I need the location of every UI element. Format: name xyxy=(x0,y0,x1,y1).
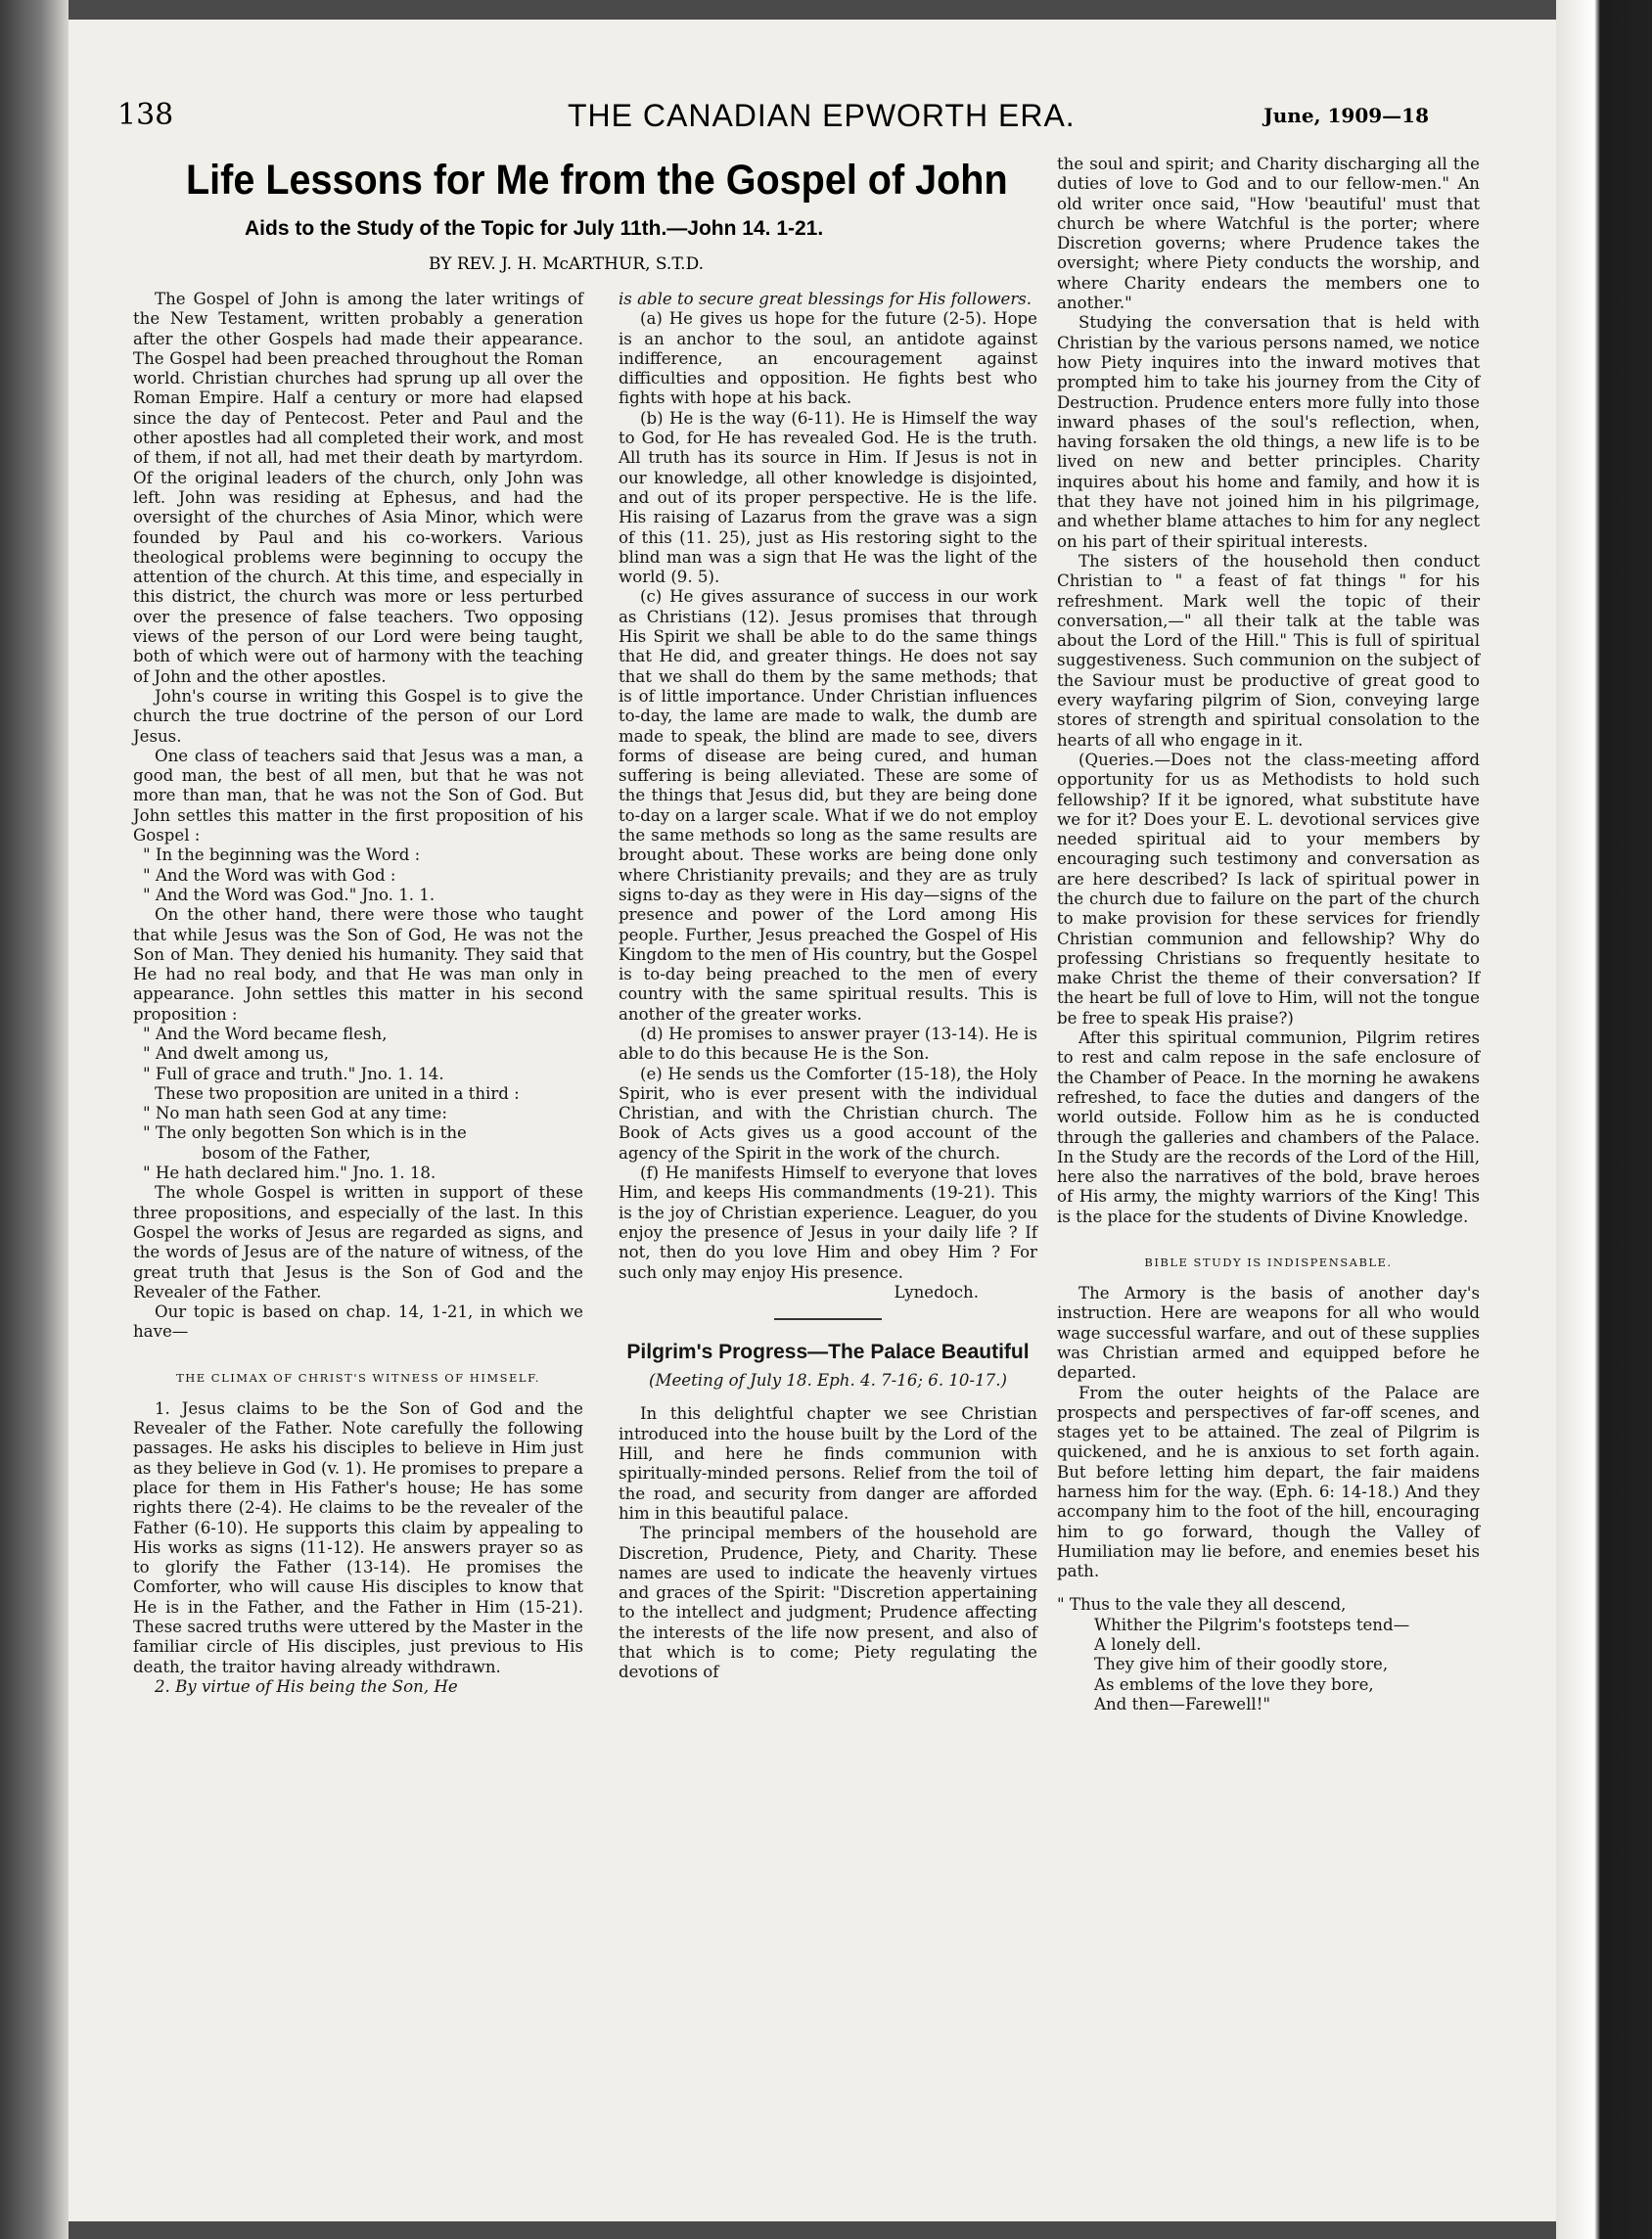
scripture-quote-line: " He hath declared him." Jno. 1. 18. xyxy=(143,1164,436,1183)
paragraph: One class of teachers said that Jesus was a man, a good man, the best of all men, but that he was not more than man, that he was not the Son of God. But John settles this matter in the first proposition of his Gospel : xyxy=(133,746,583,845)
paragraph: From the outer heights of the Palace are prospects and perspectives of far-off scenes, and stages yet to be attained. The zeal of Pilgrim is quickened, and he is anxious to set forth again. But before letting him depart, the fair maidens harness him for the way. (Eph. 6: 14-18.) And they accompany him to the foot of the hill, encouraging him to go forward, though the Valley of Humiliation may lie before, and enemies beset his path. xyxy=(1057,1383,1480,1581)
publication-title: THE CANADIAN EPWORTH ERA. xyxy=(568,98,1076,133)
running-header xyxy=(117,98,1429,137)
paragraph: Our topic is based on chap. 14, 1-21, in which we have— xyxy=(133,1302,583,1342)
paragraph: The whole Gospel is written in support of these three propositions, and especially of the last. In this Gospel the works of Jesus are regarded as signs, and the words of Jesus are of the nature of witness, of the great truth that Jesus is the Son of God and the Revealer of the Father. xyxy=(133,1183,583,1302)
poem-line: A lonely dell. xyxy=(1094,1635,1202,1655)
poem-line: And then—Farewell!" xyxy=(1094,1694,1270,1714)
section-heading: BIBLE STUDY IS INDISPENSABLE. xyxy=(1144,1256,1393,1270)
article-title: Life Lessons for Me from the Gospel of John xyxy=(186,157,1008,204)
paragraph: John's course in writing this Gospel is to give the church the true doctrine of the person of our Lord Jesus. xyxy=(133,686,583,746)
paragraph: On the other hand, there were those who taught that while Jesus was the Son of God, He was not the Son of Man. They denied his humanity. They said that He had no real body, and that He was man only in appearance. John settles this matter in his second proposition : xyxy=(133,905,583,1024)
poem-line: They give him of their goodly store, xyxy=(1094,1655,1389,1674)
scripture-quote-line: " No man hath seen God at any time: xyxy=(143,1104,447,1123)
poem-line: " Thus to the vale they all descend, xyxy=(1057,1595,1347,1615)
author-signature: Lynedoch. xyxy=(894,1282,979,1302)
scripture-quote-line: " And the Word was with God : xyxy=(143,865,396,885)
book-spine-edge xyxy=(1556,0,1652,2239)
scripture-quote-line: " In the beginning was the Word : xyxy=(143,845,421,865)
scripture-quote-line: bosom of the Father, xyxy=(202,1143,371,1163)
paragraph: The Gospel of John is among the later writings of the New Testament, written probably a generation after the other Gospels had made their appearance. The Gospel had been preached throughout the Roman world. Christian churches had sprung up all over the Roman Empire. Half a century or more had elapsed since the day of Pentecost. Peter and Paul and the other apostles had all completed their work, and most of them, if not all, had met their death by martyrdom. Of the original leaders of the church, only John was left. John was residing at Ephesus, and had the oversight of the churches of Asia Minor, which were founded by Paul and his co-workers. Various theological problems were beginning to occupy the attention of the church. At this time, and especially in this district, the church was more or less perturbed over the presence of false teachers. Two opposing views of the person of our Lord were being taught, both of which were out of harmony with the teaching of John and the other apostles. xyxy=(133,290,583,686)
article-byline: BY REV. J. H. McARTHUR, S.T.D. xyxy=(429,254,704,274)
paragraph: (a) He gives us hope for the future (2-5). Hope is an anchor to the soul, an antidote against indifference, an encouragement against difficulties and opposition. He fights best who fights with hope at his back. xyxy=(619,309,1037,408)
poem-line: Whither the Pilgrim's footsteps tend— xyxy=(1094,1615,1410,1634)
scripture-quote-line: " And the Word became flesh, xyxy=(143,1024,388,1043)
paragraph: the soul and spirit; and Charity discharging all the duties of love to God and to our fellow-men." An old writer once said, "How 'beautiful' must that church be where Watchful is the porter; where Discretion governs; where Prudence takes the oversight; where Piety conducts the worship, and where Charity endears the members one to another." xyxy=(1057,155,1480,313)
paragraph: After this spiritual communion, Pilgrim retires to rest and calm repose in the safe enclosure of the Chamber of Peace. In the morning he awakens refreshed, to face the duties and dangers of the world outside. Follow him as he is conducted through the galleries and chambers of the Palace. In the Study are the records of the Lord of the Hill, here also the narratives of the bold, brave heroes of His army, the mighty warriors of the King! This is the place for the students of Divine Knowledge. xyxy=(1057,1028,1480,1226)
meeting-reference: (Meeting of July 18. Eph. 4. 7-16; 6. 10-17.) xyxy=(649,1371,1007,1391)
section-heading: THE CLIMAX OF CHRIST'S WITNESS OF HIMSELF. xyxy=(176,1370,540,1385)
article-subtitle: Aids to the Study of the Topic for July 11th.—John 14. 1-21. xyxy=(245,217,824,240)
scripture-quote-line: " And the Word was God." Jno. 1. 1. xyxy=(143,885,436,904)
paragraph: (c) He gives assurance of success in our work as Christians (12). Jesus promises that through His Spirit we shall be able to do the same things that He did, and greater things. He does not say that we shall do them by the same methods; that is of little importance. Under Christian influences to-day, the lame are made to walk, the dumb are made to speak, the blind are made to see, divers forms of disease are being cured, and human suffering is being alleviated. These are some of the things that Jesus did, but they are being done to-day on a larger scale. What if we do not employ the same methods so long as the same results are brought about. These works are being done only where Christianity prevails; and they are as truly signs to-day as they were in His day—signs of the presence and power of the Lord among His people. Further, Jesus preached the Gospel of His Kingdom to the men of His country, but the Gospel is to-day being preached to the men of every country with the same spiritual results. This is another of the greater works. xyxy=(619,587,1037,1024)
page-number: 138 xyxy=(117,98,174,132)
poem-line: As emblems of the love they bore, xyxy=(1094,1674,1374,1694)
paragraph: 1. Jesus claims to be the Son of God and the Revealer of the Father. Note carefully the following passages. He asks his disciples to believe in Him just as they believe in God (v. 1). He promises to prepare a place for them in His Father's house; He has some rights there (2-4). He claims to be the revealer of the Father (6-10). He supports this claim by appealing to His works as signs (11-12). He answers prayer so as to glorify the Father (13-14). He promises the Comforter, who will cause His disciples to know that He is in the Father, and the Father in Him (15-21). These sacred truths were uttered by the Master in the familiar circle of His disciples, just previous to His death, the traitor having already withdrawn. xyxy=(133,1398,583,1676)
paragraph: is able to secure great blessings for His followers. xyxy=(619,290,1032,308)
column-3 xyxy=(1057,155,1480,1714)
paragraph: (b) He is the way (6-11). He is Himself the way to God, for He has revealed God. He is the truth. All truth has its source in Him. If Jesus is not in our knowledge, all other knowledge is disjointed, and out of its proper perspective. He is the life. His raising of Lazarus from the grave was a sign of this (11. 25), just as His restoring sight to the blind man was a sign that He was the light of the world (9. 5). xyxy=(619,408,1037,587)
scripture-quote-line: " Full of grace and truth." Jno. 1. 14. xyxy=(143,1064,444,1083)
paragraph: Studying the conversation that is held with Christian by the various persons named, we notice how Piety inquires into the inward motives that prompted him to take his journey from the City of Destruction. Prudence enters more fully into those inward phases of the soul's reflection, when, having forsaken the old things, a new life is to be lived on new and better principles. Charity inquires about his home and family, and how it is that they have not joined him in his pilgrimage, and whether blame attaches to him for any neglect on his part of their spiritual interests. xyxy=(1057,313,1480,551)
paragraph: The sisters of the household then conduct Christian to " a feast of fat things " for his refreshment. Mark well the topic of their conversation,—" all their talk at the table was about the Lord of the Hill." This is full of spiritual suggestiveness. Such communion on the subject of the Saviour must be productive of great good to every wayfaring pilgrim of Sion, conveying large stores of strength and spiritual consolation to the hearts of all who engage in it. xyxy=(1057,551,1480,750)
book-binding-shadow xyxy=(0,0,69,2239)
paragraph: 2. By virtue of His being the Son, He xyxy=(155,1676,458,1696)
paragraph: (d) He promises to answer prayer (13-14). He is able to do this because He is the Son. xyxy=(619,1024,1037,1064)
paragraph: (Queries.—Does not the class-meeting afford opportunity for us as Methodists to hold such fellowship? If it be ignored, what substitute have we for it? Does your E. L. devotional services give needed spiritual aid to your members by encouraging such testimony and conversation as are here described? Is lack of spiritual power in the church due to failure on the part of the church to make provision for these services for friendly Christian communion and fellowship? Why do professing Christians so frequently hesitate to make Christ the theme of their conversation? If the heart be full of love to Him, will not the tongue be free to speak His praise?) xyxy=(1057,750,1480,1028)
column-2 xyxy=(619,290,1037,1683)
paragraph: (e) He sends us the Comforter (15-18), the Holy Spirit, who is ever present with the individual Christian, and with the Christian church. The Book of Acts gives us a good account of the agency of the Spirit in the work of the church. xyxy=(619,1064,1037,1163)
paragraph: The Armory is the basis of another day's instruction. Here are weapons for all who would wage successful warfare, and out of these supplies was Christian armed and equipped before he departed. xyxy=(1057,1284,1480,1383)
section-divider xyxy=(774,1318,882,1320)
paragraph: (f) He manifests Himself to everyone that loves Him, and keeps His commandments (19-21). This is the joy of Christian experience. Leaguer, do you enjoy the presence of Jesus in your daily life ? If not, then do you love Him and obey Him ? For such only may enjoy His presence. xyxy=(619,1164,1037,1282)
closing-poem xyxy=(1057,1595,1480,1714)
paragraph: In this delightful chapter we see Christian introduced into the house built by the Lord of the Hill, and here he finds communion with spiritually-minded persons. Relief from the toil of the road, and security from danger are afforded him in this beautiful palace. xyxy=(619,1404,1037,1523)
scripture-quote-line: " And dwelt among us, xyxy=(143,1044,330,1064)
issue-date: June, 1909—18 xyxy=(1263,104,1429,127)
paragraph: The principal members of the household are Discretion, Prudence, Piety, and Charity. These names are used to indicate the heavenly virtues and graces of the Spirit: "Discretion appertaining to the intellect and judgment; Prudence affecting the interests of the life now present, and also of that which is to come; Piety regulating the devotions of xyxy=(619,1524,1037,1682)
column-1 xyxy=(133,290,583,1697)
section-title: Pilgrim's Progress—The Palace Beautiful xyxy=(626,1341,1030,1364)
paragraph: These two proposition are united in a third : xyxy=(155,1083,520,1103)
scripture-quote-line: " The only begotten Son which is in the xyxy=(143,1123,467,1143)
